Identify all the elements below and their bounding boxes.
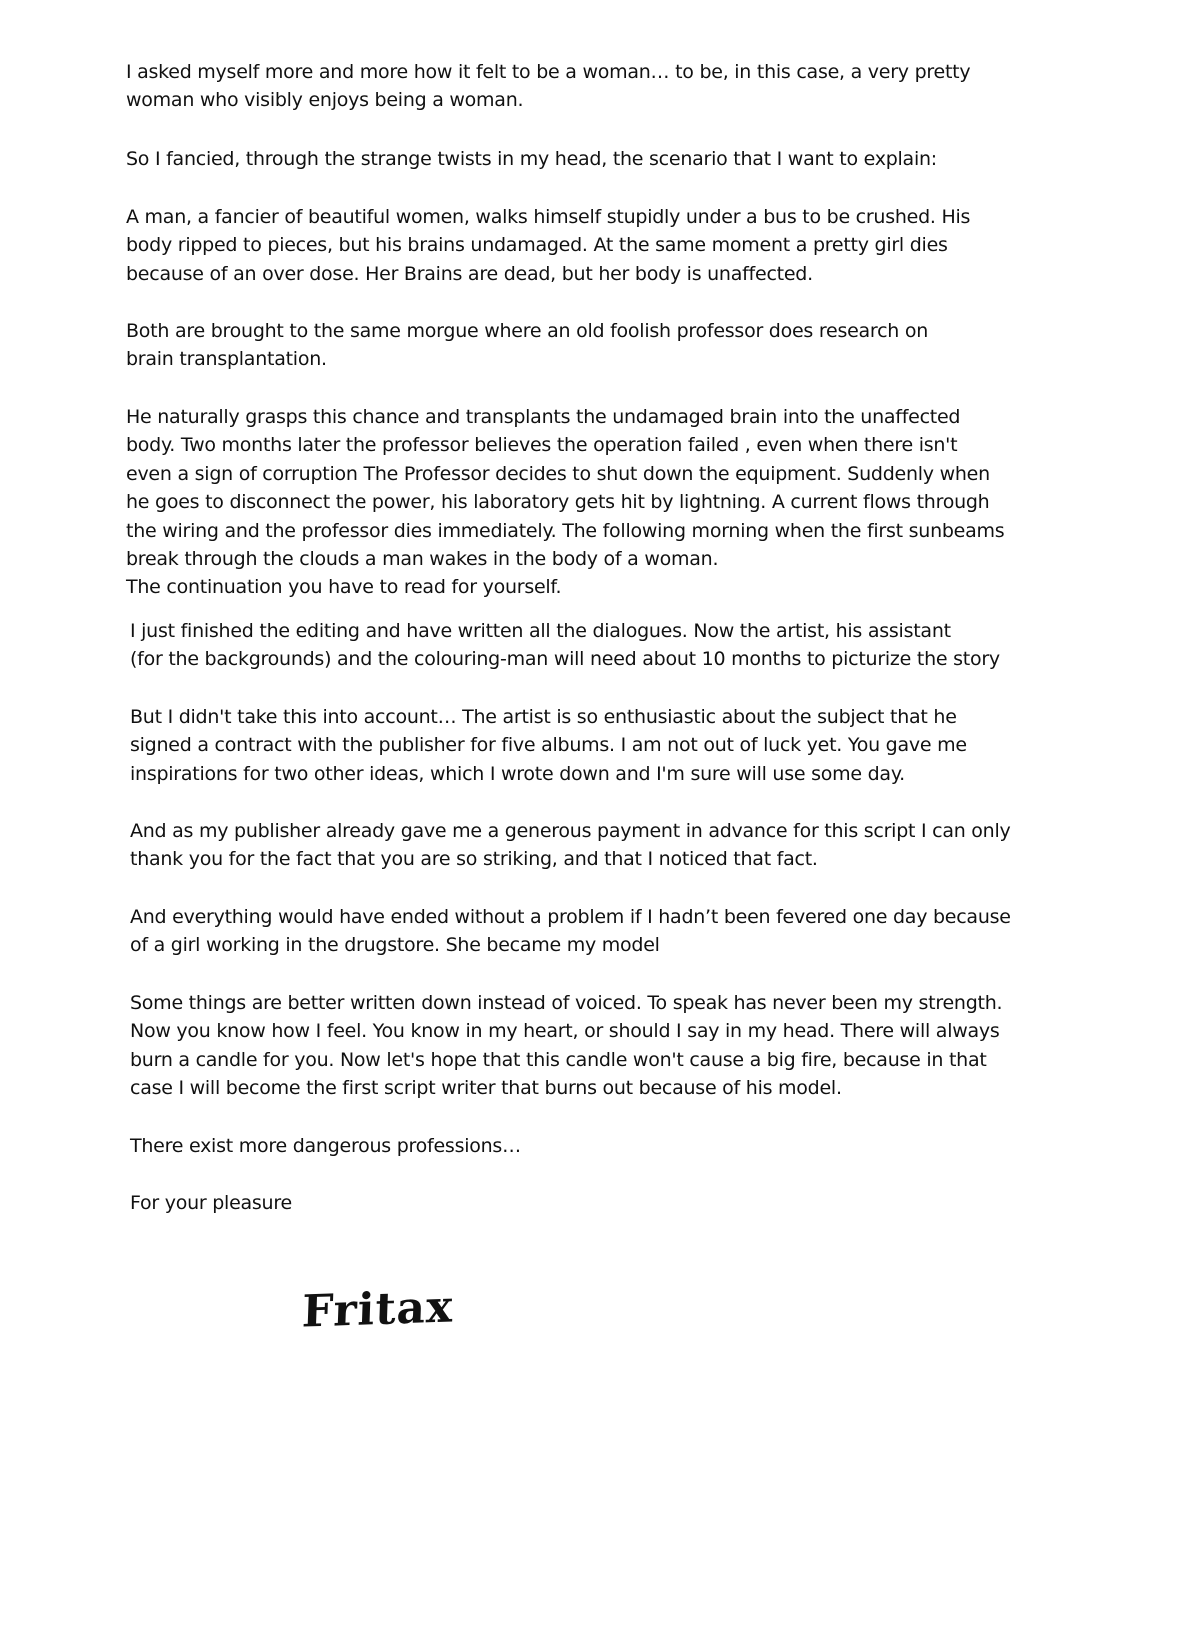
text-line: I asked myself more and more how it felt to be a woman… to be, in this case, a very pretty [126, 61, 971, 83]
paragraph-man [126, 203, 970, 288]
paragraph-editing [130, 617, 1000, 674]
text-line: And as my publisher already gave me a generous payment in advance for this script I can only [130, 820, 1011, 842]
text-line: case I will become the first script writer that burns out because of his model. [130, 1077, 842, 1100]
text-line: burn a candle for you. Now let's hope that this candle won't cause a big fire, because in that [130, 1048, 987, 1071]
text-line: (for the backgrounds) and the colouring-man will need about 10 months to picturize the story [130, 648, 1000, 671]
text-line: But I didn't take this into account… The artist is so enthusiastic about the subject that he [130, 706, 957, 728]
text-line: For your pleasure [130, 1192, 292, 1214]
paragraph-candle [130, 989, 1002, 1103]
paragraph-transplant [126, 403, 1004, 602]
text-line: So I fancied, through the strange twists in my head, the scenario that I want to explain: [126, 148, 937, 170]
text-line: break through the clouds a man wakes in the body of a woman. [126, 548, 719, 571]
paragraph-contract [130, 703, 967, 788]
paragraph-intro [126, 58, 970, 115]
text-line: body ripped to pieces, but his brains undamaged. At the same moment a pretty girl dies [126, 234, 948, 257]
text-line: Both are brought to the same morgue where an old foolish professor does research on [126, 320, 929, 342]
paragraph-morgue [126, 317, 928, 374]
text-line: I just finished the editing and have written all the dialogues. Now the artist, his assistant [130, 620, 951, 642]
text-line: he goes to disconnect the power, his laboratory gets hit by lightning. A current flows through [126, 491, 990, 514]
text-line: woman who visibly enjoys being a woman. [126, 89, 524, 112]
text-line: even a sign of corruption The Professor decides to shut down the equipment. Suddenly when [126, 462, 990, 485]
text-line: the wiring and the professor dies immediately. The following morning when the first sunbeams [126, 519, 1005, 542]
text-line: The continuation you have to read for yourself. [126, 576, 562, 599]
text-line: inspirations for two other ideas, which I wrote down and I'm sure will use some day. [130, 762, 905, 785]
text-line: because of an over dose. Her Brains are dead, but her body is unaffected. [126, 262, 813, 285]
paragraph-payment [130, 817, 1011, 874]
text-line: He naturally grasps this chance and transplants the undamaged brain into the unaffected [126, 406, 961, 428]
text-line: brain transplantation. [126, 348, 327, 371]
text-line: Now you know how I feel. You know in my heart, or should I say in my head. There will always [130, 1020, 1000, 1043]
text-line: A man, a fancier of beautiful women, walks himself stupidly under a bus to be crushed. His [126, 206, 971, 228]
signature: Fritax [301, 1281, 455, 1338]
text-line: of a girl working in the drugstore. She became my model [130, 934, 660, 957]
text-line: Some things are better written down instead of voiced. To speak has never been my strength. [130, 992, 1003, 1014]
text-line: body. Two months later the professor believes the operation failed , even when there isn't [126, 434, 958, 457]
paragraph-drugstore [130, 903, 1011, 960]
text-line: thank you for the fact that you are so striking, and that I noticed that fact. [130, 848, 818, 871]
text-line: And everything would have ended without a problem if I hadn’t been fevered one day because [130, 906, 1011, 928]
text-line: There exist more dangerous professions… [130, 1135, 521, 1157]
paragraph-closing [130, 1189, 292, 1217]
text-line: signed a contract with the publisher for five albums. I am not out of luck yet. You gave me [130, 734, 967, 757]
paragraph-scenario [126, 145, 937, 173]
paragraph-professions [130, 1132, 521, 1160]
